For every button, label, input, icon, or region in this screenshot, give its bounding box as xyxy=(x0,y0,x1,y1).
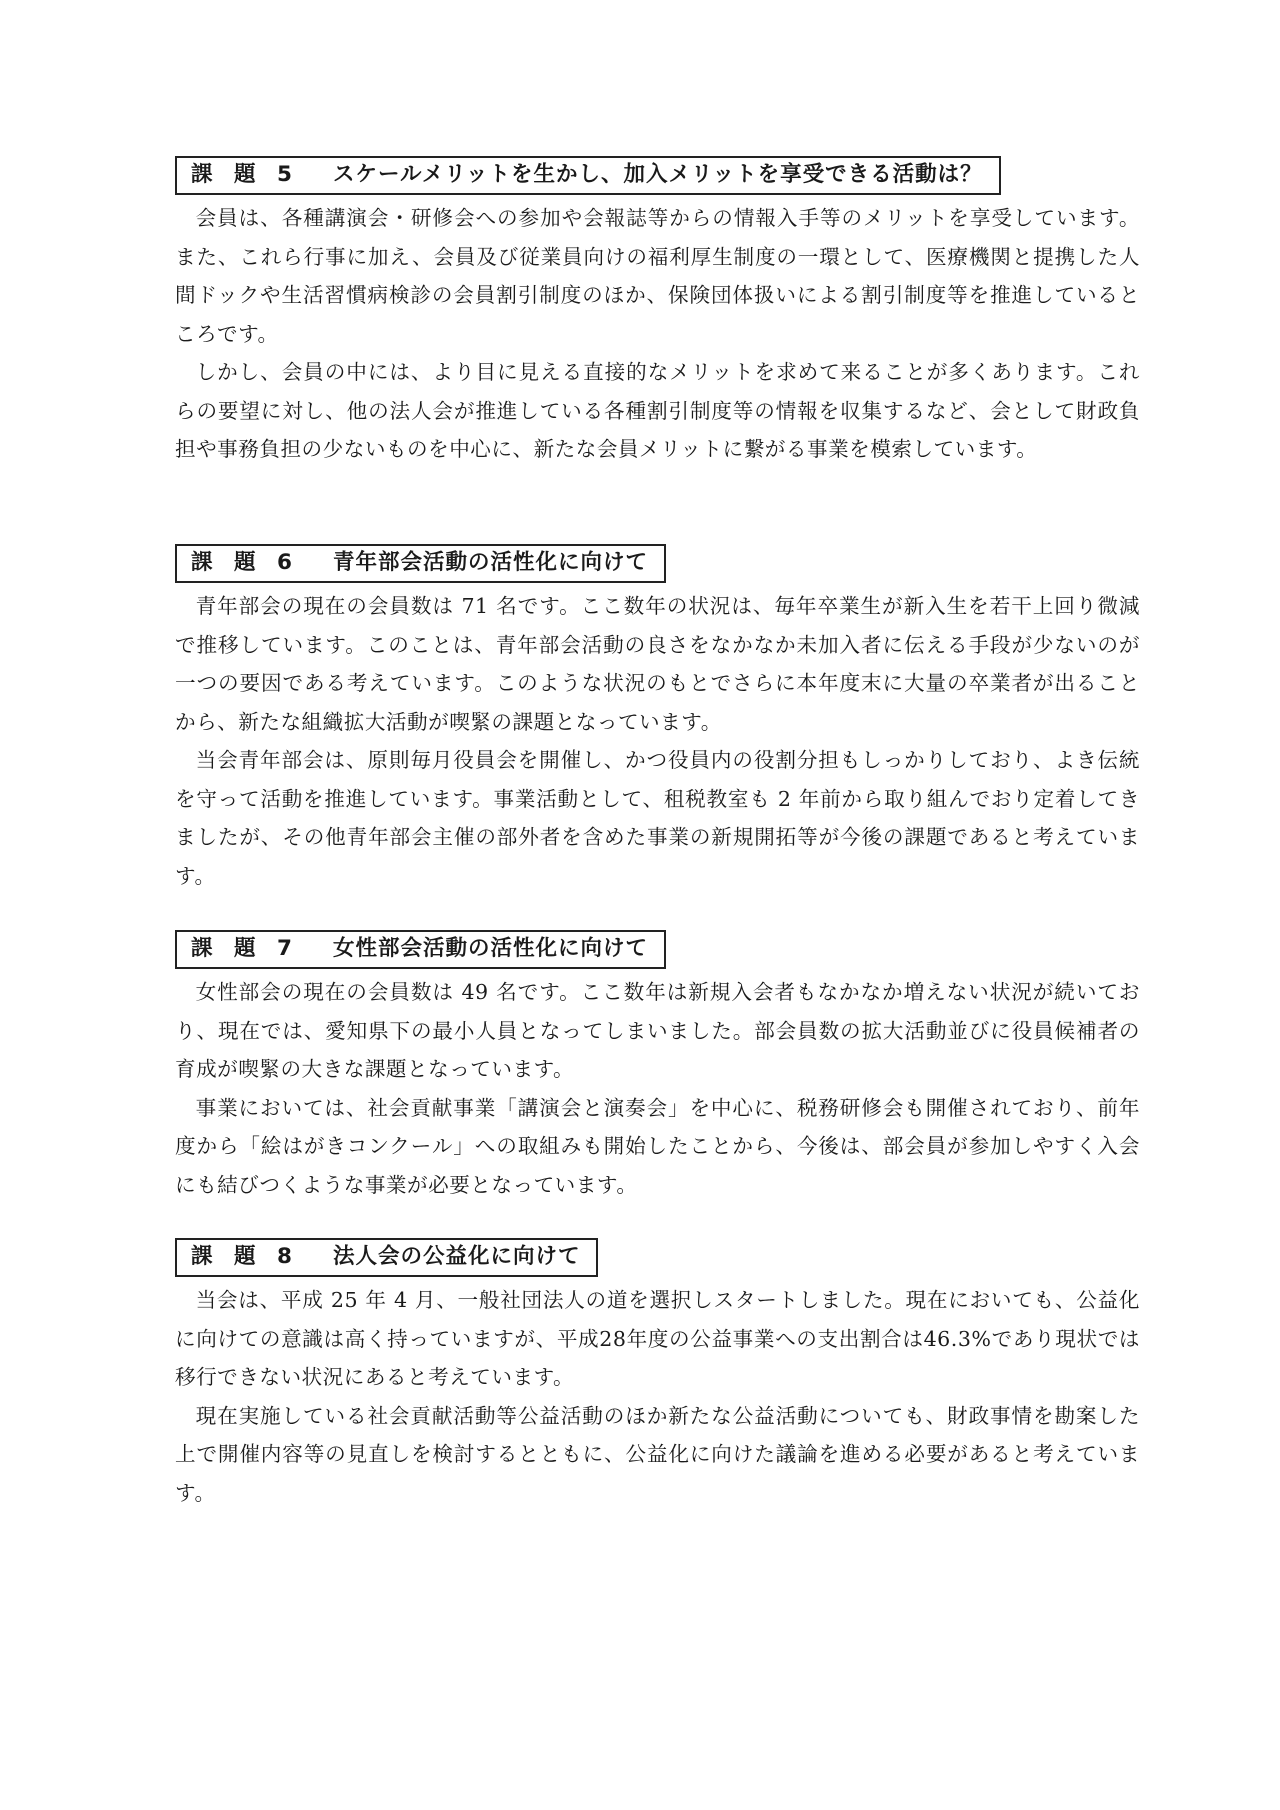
section-body xyxy=(175,199,1140,469)
section-task-7 xyxy=(175,930,1140,1204)
section-heading xyxy=(175,544,666,583)
paragraph: 当会は、平成 25 年 4 月、一般社団法人の道を選択しスタートしました。現在においても、公益化に向けての意識は高く持っていますが、平成28年度の公益事業への支出割合は46.3%であり現状では移行できない状況にあると考えています。 xyxy=(175,1288,1140,1389)
paragraph: 青年部会の現在の会員数は 71 名です。ここ数年の状況は、毎年卒業生が新入生を若干上回り微減で推移しています。このことは、青年部会活動の良さをなかなか未加入者に伝える手段が少ないのが一つの要因である考えています。このような状況のもとでさらに本年度末に大量の卒業者が出ることから、新たな組織拡大活動が喫緊の課題となっています。 xyxy=(175,594,1140,734)
section-body xyxy=(175,1281,1140,1512)
paragraph: しかし、会員の中には、より目に見える直接的なメリットを求めて来ることが多くあります。これらの要望に対し、他の法人会が推進している各種割引制度等の情報を収集するなど、会として財政負担や事務負担の少ないものを中心に、新たな会員メリットに繋がる事業を模索しています。 xyxy=(175,360,1140,461)
section-heading xyxy=(175,156,1001,195)
paragraph: 事業においては、社会貢献事業「講演会と演奏会」を中心に、税務研修会も開催されており、前年度から「絵はがきコンクール」への取組みも開始したことから、今後は、部会員が参加しやすく入会にも結びつくような事業が必要となっています。 xyxy=(175,1095,1140,1197)
paragraph: 会員は、各種講演会・研修会への参加や会報誌等からの情報入手等のメリットを享受しています。また、これら行事に加え、会員及び従業員向けの福利厚生制度の一環として、医療機関と提携した人間ドックや生活習慣病検診の会員割引制度のほか、保険団体扱いによる割引制度等を推進しているところです。 xyxy=(175,206,1140,346)
section-number: 課 題 6 xyxy=(191,550,299,575)
paragraph: 女性部会の現在の会員数は 49 名です。ここ数年は新規入会者もなかなか増えない状況が続いており、現在では、愛知県下の最小人員となってしまいました。部会員数の拡大活動並びに役員候補者の育成が喫緊の大きな課題となっています。 xyxy=(175,980,1140,1081)
section-title: 法人会の公益化に向けて xyxy=(332,1244,581,1269)
section-heading xyxy=(175,930,666,969)
section-body xyxy=(175,587,1140,895)
section-task-6 xyxy=(175,544,1140,895)
section-task-8 xyxy=(175,1238,1140,1512)
paragraph: 現在実施している社会貢献活動等公益活動のほか新たな公益活動についても、財政事情を勘案した上で開催内容等の見直しを検討するとともに、公益化に向けた議論を進める必要があると考えています。 xyxy=(175,1403,1140,1505)
section-body xyxy=(175,973,1140,1204)
section-heading xyxy=(175,1238,598,1277)
section-title: スケールメリットを生かし、加入メリットを享受できる活動は？ xyxy=(332,162,983,187)
section-number: 課 題 5 xyxy=(191,162,299,187)
section-title: 女性部会活動の活性化に向けて xyxy=(332,936,648,961)
section-number: 課 題 7 xyxy=(191,936,299,961)
section-title: 青年部会活動の活性化に向けて xyxy=(332,550,648,575)
section-number: 課 題 8 xyxy=(191,1244,299,1269)
section-task-5 xyxy=(175,156,1140,469)
paragraph: 当会青年部会は、原則毎月役員会を開催し、かつ役員内の役割分担もしっかりしており、よき伝統を守って活動を推進しています。事業活動として、租税教室も 2 年前から取り組んでおり定着してきましたが、その他青年部会主催の部外者を含めた事業の新規開拓等が今後の課題であると考えています。 xyxy=(175,748,1140,888)
